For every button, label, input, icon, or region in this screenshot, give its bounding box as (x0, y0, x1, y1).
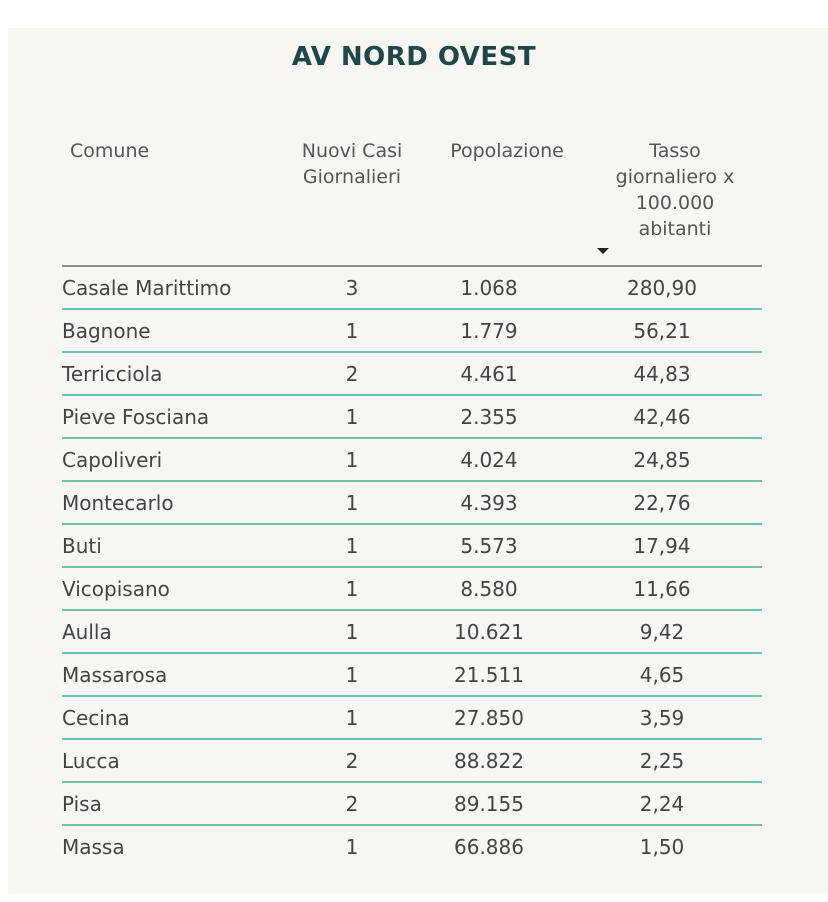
table-row (62, 739, 762, 782)
cell-popolazione: 89.155 (416, 782, 562, 825)
table-row (62, 653, 762, 696)
cell-popolazione: 88.822 (416, 739, 562, 782)
cell-nuovi-casi: 1 (288, 696, 416, 739)
table-row (62, 267, 762, 309)
cell-comune: Cecina (62, 696, 288, 739)
cell-tasso: 56,21 (562, 309, 762, 352)
table-row (62, 825, 762, 867)
cell-tasso: 9,42 (562, 610, 762, 653)
cell-tasso: 42,46 (562, 395, 762, 438)
cell-nuovi-casi: 1 (288, 524, 416, 567)
header-line: Popolazione (450, 140, 564, 162)
header-line: 100.000 (635, 192, 715, 214)
table-row (62, 352, 762, 395)
cell-popolazione: 5.573 (416, 524, 562, 567)
cell-comune: Vicopisano (62, 567, 288, 610)
cell-popolazione: 21.511 (416, 653, 562, 696)
cell-comune: Casale Marittimo (62, 267, 288, 309)
cell-nuovi-casi: 1 (288, 653, 416, 696)
table-row (62, 524, 762, 567)
header-line: abitanti (638, 218, 712, 240)
cell-popolazione: 1.068 (416, 267, 562, 309)
table-row (62, 782, 762, 825)
chart-title: AV NORD OVEST (291, 42, 537, 72)
column-header-comune[interactable] (70, 138, 149, 164)
cell-nuovi-casi: 1 (345, 834, 359, 859)
cell-nuovi-casi: 1 (288, 438, 416, 481)
cell-tasso: 3,59 (562, 696, 762, 739)
table-row (62, 395, 762, 438)
cell-popolazione: 10.621 (416, 610, 562, 653)
cell-tasso: 17,94 (562, 524, 762, 567)
cell-comune: Terricciola (62, 352, 288, 395)
cell-tasso: 2,25 (562, 739, 762, 782)
header-line: Nuovi Casi (301, 140, 403, 162)
cell-comune: Massarosa (62, 653, 288, 696)
cell-nuovi-casi: 1 (288, 567, 416, 610)
cell-comune: Bagnone (62, 309, 288, 352)
table-row (62, 610, 762, 653)
cell-popolazione: 4.393 (416, 481, 562, 524)
cell-popolazione: 27.850 (416, 696, 562, 739)
cell-tasso: 44,83 (562, 352, 762, 395)
cell-popolazione: 4.024 (416, 438, 562, 481)
header-line: Tasso (649, 140, 701, 162)
table-row (62, 438, 762, 481)
cell-comune: Aulla (62, 610, 288, 653)
cell-popolazione: 2.355 (416, 395, 562, 438)
data-table (62, 267, 762, 867)
cell-tasso: 22,76 (562, 481, 762, 524)
table-row (62, 696, 762, 739)
cell-comune: Capoliveri (62, 438, 288, 481)
cell-comune: Montecarlo (62, 481, 288, 524)
header-line: Giornalieri (302, 166, 402, 188)
cell-nuovi-casi: 1 (288, 309, 416, 352)
column-header-nuovi-casi[interactable] (288, 138, 416, 190)
cell-tasso: 2,24 (562, 782, 762, 825)
column-header-tasso[interactable] (594, 138, 756, 242)
cell-nuovi-casi: 1 (288, 481, 416, 524)
cell-tasso: 1,50 (639, 834, 685, 859)
cell-comune: Buti (62, 524, 288, 567)
cell-popolazione: 66.886 (454, 834, 524, 859)
cell-popolazione: 8.580 (416, 567, 562, 610)
header-line: giornaliero x (615, 166, 735, 188)
column-header-popolazione[interactable] (434, 138, 580, 164)
sort-descending-arrow-icon[interactable] (597, 248, 609, 254)
cell-popolazione: 4.461 (416, 352, 562, 395)
table-row (62, 309, 762, 352)
table-row (62, 481, 762, 524)
cell-tasso: 280,90 (562, 267, 762, 309)
cell-comune: Pieve Fosciana (62, 395, 288, 438)
cell-comune: Lucca (62, 739, 288, 782)
table-row (62, 567, 762, 610)
cell-nuovi-casi: 3 (288, 267, 416, 309)
cell-nuovi-casi: 2 (288, 782, 416, 825)
cell-comune: Massa (62, 834, 125, 859)
cell-nuovi-casi: 1 (288, 610, 416, 653)
cell-comune: Pisa (62, 782, 288, 825)
cell-popolazione: 1.779 (416, 309, 562, 352)
cell-tasso: 11,66 (562, 567, 762, 610)
cell-tasso: 4,65 (562, 653, 762, 696)
header-line: Comune (70, 140, 150, 162)
table-body (62, 267, 762, 867)
cell-nuovi-casi: 2 (288, 739, 416, 782)
cell-tasso: 24,85 (562, 438, 762, 481)
cell-nuovi-casi: 2 (288, 352, 416, 395)
cell-nuovi-casi: 1 (288, 395, 416, 438)
